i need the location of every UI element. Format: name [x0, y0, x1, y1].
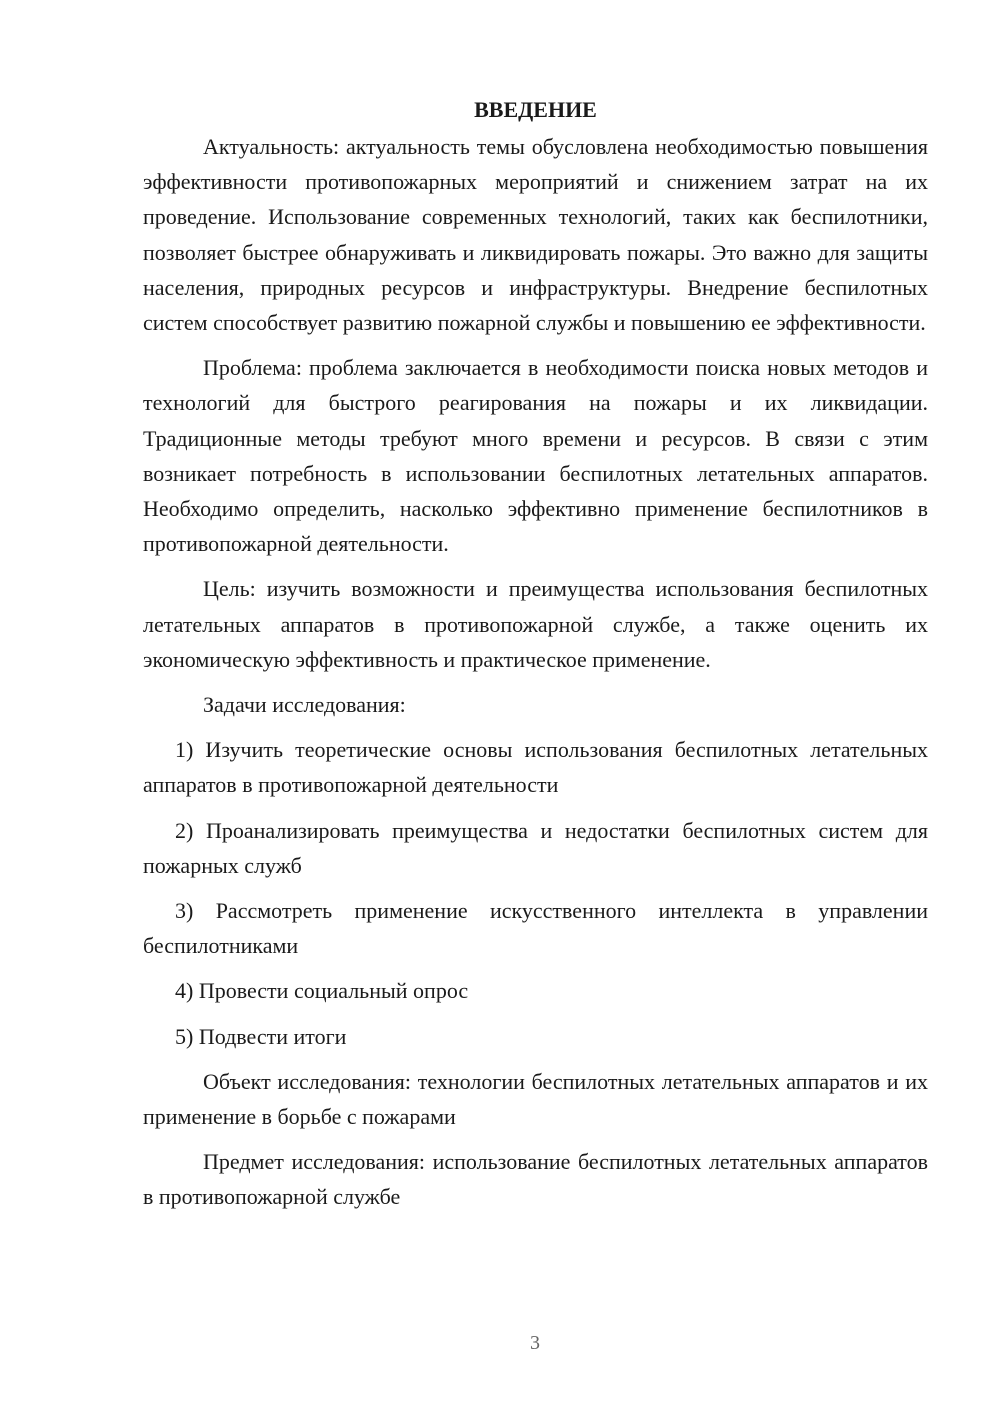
- task-item-3: 3) Рассмотреть применение искусственного интеллекта в управлении беспилотниками: [143, 898, 928, 959]
- paragraph-relevance: Актуальность: актуальность темы обусловлена необходимостью повышения эффективности противопожарных мероприятий и снижением затрат на их проведение. Использование современных технологий, таких как беспилотники, позволяет быстрее обнаруживать и ликвидировать пожары. Это важно для защиты населения, природных ресурсов и инфраструктуры. Внедрение беспилотных систем способствует развитию пожарной службы и повышению ее эффективности.: [143, 134, 928, 336]
- paragraph-goal: Цель: изучить возможности и преимущества использования беспилотных летательных аппаратов в противопожарной службе, а также оценить их экономическую эффективность и практическое применение.: [143, 576, 928, 672]
- page-number: 3: [530, 1332, 540, 1354]
- paragraph-problem: Проблема: проблема заключается в необходимости поиска новых методов и технологий для быстрого реагирования на пожары и их ликвидации. Традиционные методы требуют много времени и ресурсов. В связи с этим возникает потребность в использовании беспилотных летательных аппаратов. Необходимо определить, насколько эффективно применение беспилотников в противопожарной деятельности.: [143, 355, 928, 557]
- paragraph-tasks-heading: Задачи исследования:: [203, 692, 406, 718]
- task-item-5: 5) Подвести итоги: [175, 1023, 347, 1049]
- paragraph-object: Объект исследования: технологии беспилотных летательных аппаратов и их применение в борьбе с пожарами: [143, 1068, 928, 1130]
- task-item-4: 4) Провести социальный опрос: [175, 978, 469, 1004]
- paragraph-subject: Предмет исследования: использование беспилотных летательных аппаратов в противопожарной службе: [143, 1149, 928, 1210]
- document-page: [143, 92, 928, 1225]
- task-item-1: 1) Изучить теоретические основы использования беспилотных летательных аппаратов в противопожарной деятельности: [143, 737, 928, 798]
- section-title: ВВЕДЕНИЕ: [474, 97, 597, 122]
- task-item-2: 2) Проанализировать преимущества и недостатки беспилотных систем для пожарных служб: [143, 817, 928, 878]
